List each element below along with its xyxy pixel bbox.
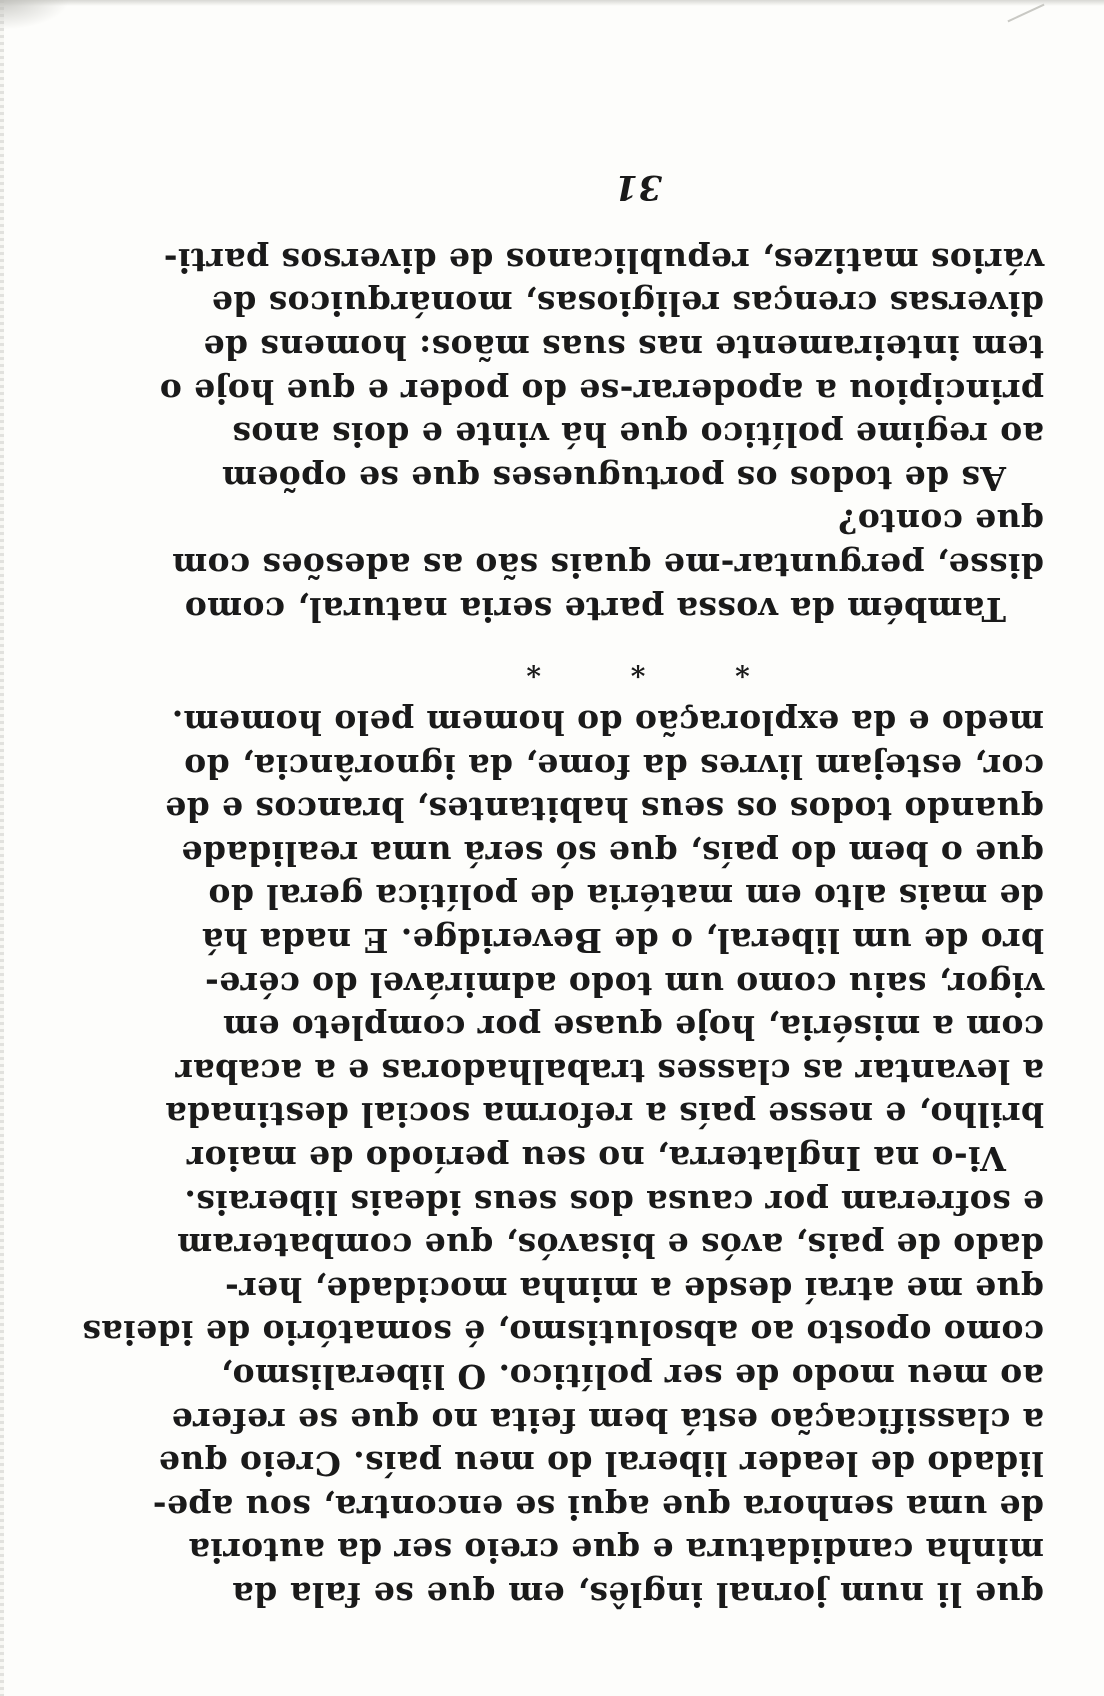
text-line: As de todos os portugueses que se opõem — [221, 458, 1006, 498]
paragraph-portugueses — [159, 238, 1044, 500]
text-line: de mais alto em matéria de política geral do — [208, 877, 1044, 917]
text-line: ao regime político que há vinte e dois anos — [232, 415, 1044, 455]
text-line: com a miséria, hoje quase por completo em — [222, 1008, 1044, 1048]
text-line: que o bem do país, que só será uma realidade — [181, 833, 1044, 873]
text-line: tem inteiramente nas suas mãos: homens de — [203, 327, 1044, 367]
paragraph-adesoes — [171, 500, 1044, 631]
section-separator: * * * — [486, 649, 750, 683]
text-line: vigor, saiu como um todo admirável do cére- — [204, 964, 1044, 1004]
text-line: brilho, e nesse país a reforma social destinada — [164, 1095, 1044, 1135]
text-line: que me atraí desde a minha mocidade, her- — [224, 1269, 1044, 1309]
text-line: e sofreram por causa dos seus ideais liberais. — [184, 1182, 1044, 1222]
text-line: principiou a apoderar-se do poder e que hoje o — [159, 371, 1044, 411]
text-line: que conto? — [837, 502, 1044, 542]
text-line: disse, perguntar-me quais são as adesões com — [171, 545, 1044, 585]
text-line: ao meu modo de ser político. O liberalismo, — [220, 1357, 1044, 1397]
text-line: a levantar as classes trabalhadoras e a acabar — [175, 1051, 1044, 1091]
text-line: diversas crenças religiosas, monárquicos de — [211, 284, 1044, 324]
page-text-block — [82, 165, 1044, 1616]
text-line: cor, estejam livres da fome, da ignorância, do — [183, 746, 1044, 786]
text-line: medo e da exploração do homem pelo homem. — [171, 703, 1044, 743]
paragraph-inglaterra — [164, 701, 1044, 1181]
text-line: vários matizes, republicanos de diversos parti- — [163, 240, 1044, 280]
text-line: a classificação está bem feita no que se refere — [171, 1400, 1044, 1440]
text-line: dado de pais, avós e bisavós, que combateram — [176, 1226, 1044, 1266]
text-line: Também da vossa parte seria natural, como — [184, 589, 1006, 629]
text-line: como oposto ao absolutismo, é somatório de ideias — [82, 1313, 1044, 1353]
text-line: minha candidatura e que creio ser da autoria — [188, 1531, 1044, 1571]
text-line: que li num jornal inglês, em que se fala da — [232, 1575, 1044, 1614]
text-line: lidado de leader liberal do meu país. Creio que — [158, 1444, 1044, 1484]
paragraph-candidatura — [82, 1180, 1044, 1616]
page-number: 31 — [613, 167, 663, 208]
text-line: quando todos os seus habitantes, brancos e de — [164, 790, 1044, 830]
text-line: Vi-o na Inglaterra, no seu período de maior — [186, 1139, 1006, 1179]
text-line: bro de um liberal, o de Beveridge. E nada há — [201, 921, 1044, 961]
text-line: de uma senhora que aqui se encontra, sou ape- — [152, 1487, 1044, 1527]
